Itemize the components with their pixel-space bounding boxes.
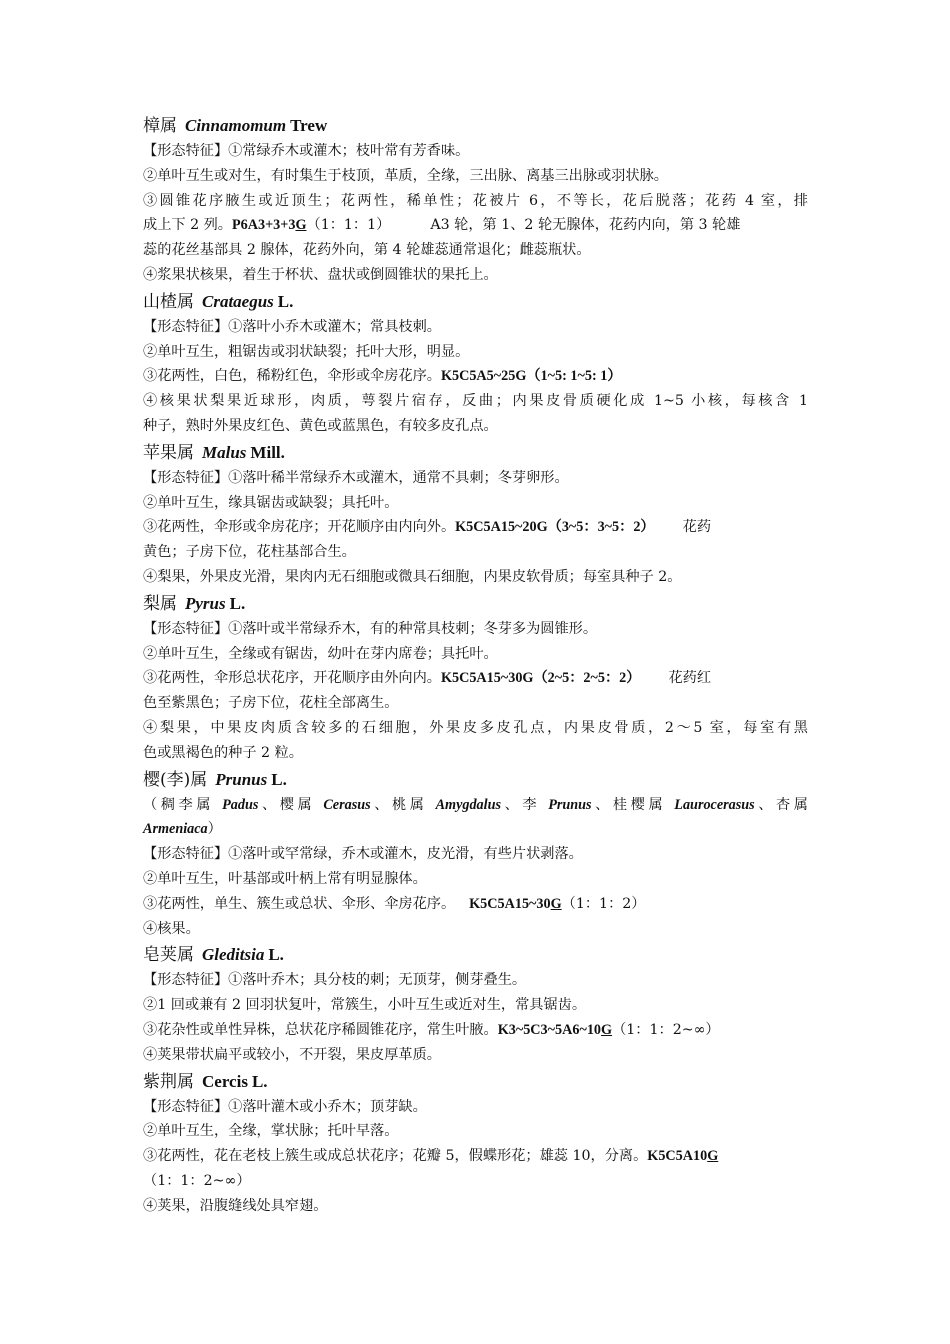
genus-cn-name: 山楂属 bbox=[143, 291, 194, 312]
text-line: ②单叶互生，全缘或有锯齿，幼叶在芽内席卷；具托叶。 bbox=[143, 645, 498, 662]
text-line: ②单叶互生，缘具锯齿或缺裂；具托叶。 bbox=[143, 494, 399, 511]
text-segment: 花药 bbox=[682, 519, 712, 536]
text-line: ③圆锥花序腋生或近顶生；花两性，稀单性；花被片 6，不等长，花后脱落；花药 4 室，排 bbox=[143, 192, 808, 209]
latin-name: Laurocerasus bbox=[674, 796, 755, 813]
text-line: 【形态特征】①落叶小乔木或灌木；常具枝刺。 bbox=[143, 318, 441, 335]
floral-formula-ratio: （1：1：1） bbox=[306, 217, 391, 234]
text-line: 【形态特征】①常绿乔木或灌木；枝叶常有芳香味。 bbox=[143, 143, 470, 159]
text-segment: A3 轮，第 1、2 轮无腺体，花药内向，第 3 轮雄 bbox=[430, 217, 741, 234]
floral-formula: K5C5A15~30G（2~5：2~5：2） bbox=[440, 670, 641, 687]
text-segment: 花药红 bbox=[668, 670, 712, 687]
text-segment: ③花杂性或单性异株，总状花序稀圆锥花序，常生叶腋。 bbox=[143, 1021, 498, 1038]
text-line: ②单叶互生，全缘，掌状脉；托叶早落。 bbox=[143, 1123, 399, 1140]
text-line: 【形态特征】①落叶灌木或小乔木；顶芽缺。 bbox=[143, 1098, 427, 1115]
text-line: 色至紫黑色；子房下位，花柱全部离生。 bbox=[143, 695, 399, 712]
latin-name: Prunus bbox=[548, 796, 592, 813]
text-segment: 成上下 2 列。 bbox=[143, 217, 232, 234]
text-segment: ③花两性，白色，稀粉红色，伞形或伞房花序。 bbox=[143, 368, 441, 385]
text-segment: （稠李属 bbox=[143, 796, 223, 813]
text-line: ④荚果，沿腹缝线处具窄翅。 bbox=[143, 1197, 328, 1214]
text-segment: 、桃属 bbox=[370, 796, 436, 813]
floral-formula-ratio: （1：1：2） bbox=[561, 895, 646, 912]
genus-title-gleditsia bbox=[143, 942, 808, 968]
genus-author: Mill. bbox=[250, 442, 285, 462]
text-line bbox=[143, 892, 808, 917]
text-line: ④核果。 bbox=[143, 920, 200, 937]
genus-latin-name: Malus bbox=[202, 442, 247, 462]
text-line bbox=[143, 1018, 808, 1043]
floral-formula: K5C5A15~20G（3~5：3~5：2） bbox=[455, 519, 655, 536]
text-segment: ③花两性，伞形总状花序，开花顺序由外向内。 bbox=[143, 670, 441, 687]
text-line: 【形态特征】①落叶稀半常绿乔木或灌木，通常不具刺；冬芽卵形。 bbox=[143, 469, 569, 486]
text-line: 【形态特征】①落叶或罕常绿，乔木或灌木，皮光滑，有些片状剥落。 bbox=[143, 846, 583, 863]
text-segment: 、樱属 bbox=[258, 796, 324, 813]
floral-formula-gynoecium: G bbox=[601, 1021, 613, 1038]
text-line: （1：1：2~∞） bbox=[143, 1172, 251, 1189]
text-line: ④核果状梨果近球形，肉质，萼裂片宿存，反曲；内果皮骨质硬化成 1~5 小核，每核含 1 bbox=[143, 393, 808, 410]
floral-formula: K5C5A5~25G（1~5: 1~5: 1） bbox=[440, 368, 622, 385]
floral-formula: K5C5A15~30 bbox=[469, 895, 551, 912]
floral-formula: K5C5A10 bbox=[647, 1148, 708, 1165]
subgenera-line bbox=[143, 793, 808, 818]
genus-title-malus bbox=[143, 440, 808, 466]
text-segment: ③花两性，单生、簇生或总状、伞形、伞房花序。 bbox=[143, 895, 456, 912]
genus-author: L. bbox=[251, 1071, 268, 1091]
floral-formula-gynoecium: G bbox=[707, 1148, 719, 1165]
genus-author: L. bbox=[229, 593, 246, 613]
genus-cn-name: 紫荆属 bbox=[143, 1071, 194, 1092]
genus-latin-name: Crataegus bbox=[202, 291, 274, 311]
genus-cn-name: 梨属 bbox=[143, 593, 177, 614]
latin-name: Armeniaca bbox=[143, 821, 208, 838]
genus-author: Trew bbox=[290, 116, 328, 135]
text-line: ④荚果带状扁平或较小，不开裂，果皮厚革质。 bbox=[143, 1046, 441, 1063]
text-line: ④浆果状核果，着生于杯状、盘状或倒圆锥状的果托上。 bbox=[143, 266, 498, 283]
text-segment: 、李 bbox=[501, 796, 549, 813]
text-line: 【形态特征】①落叶或半常绿乔木，有的种常具枝刺；冬芽多为圆锥形。 bbox=[143, 620, 598, 637]
genus-cn-name: 樟属 bbox=[143, 116, 177, 136]
text-line bbox=[143, 666, 808, 691]
text-line bbox=[143, 515, 808, 540]
genus-latin-name: Prunus bbox=[215, 769, 268, 789]
text-line: 黄色；子房下位，花柱基部合生。 bbox=[143, 544, 356, 561]
text-line: ②1 回或兼有 2 回羽状复叶，常簇生，小叶互生或近对生，常具锯齿。 bbox=[143, 997, 587, 1014]
text-segment: ） bbox=[207, 821, 222, 838]
genus-author: L. bbox=[271, 769, 287, 789]
text-line: 【形态特征】①落叶乔木；具分枝的刺；无顶芽，侧芽叠生。 bbox=[143, 972, 527, 989]
text-line bbox=[143, 1144, 808, 1169]
floral-formula: K3~5C3~5A6~10 bbox=[497, 1021, 602, 1038]
floral-formula-ratio: （1：1：2~∞） bbox=[612, 1021, 720, 1038]
text-segment: 、桂樱属 bbox=[591, 796, 675, 813]
text-line bbox=[143, 213, 808, 238]
floral-formula-gynoecium: G bbox=[550, 895, 562, 912]
text-segment: 、杏属 bbox=[754, 796, 808, 813]
text-line: 种子，熟时外果皮红色、黄色或蓝黑色，有较多皮孔点。 bbox=[143, 417, 498, 434]
genus-cn-name: 樱(李)属 bbox=[143, 769, 208, 790]
text-line: ②单叶互生，粗锯齿或羽状缺裂；托叶大形，明显。 bbox=[143, 343, 470, 360]
genus-title-pyrus bbox=[143, 591, 808, 617]
latin-name: Cerasus bbox=[323, 796, 371, 813]
genus-cn-name: 苹果属 bbox=[143, 442, 194, 463]
genus-author: L. bbox=[268, 945, 284, 965]
genus-title-cinnamomum bbox=[143, 113, 808, 139]
text-line: ②单叶互生，叶基部或叶柄上常有明显腺体。 bbox=[143, 870, 427, 887]
document-page bbox=[143, 112, 808, 1218]
genus-title-cercis bbox=[143, 1069, 808, 1095]
subgenera-line bbox=[143, 817, 808, 842]
genus-latin-name: Cercis bbox=[202, 1071, 248, 1091]
text-line: 蕊的花丝基部具 2 腺体，花药外向，第 4 轮雄蕊通常退化；雌蕊瓶状。 bbox=[143, 242, 591, 259]
text-line: 色或黑褐色的种子 2 粒。 bbox=[143, 744, 303, 761]
floral-formula-gynoecium: G bbox=[295, 217, 307, 234]
text-segment: ③花两性，花在老枝上簇生或成总状花序；花瓣 5，假蝶形花；雄蕊 10，分离。 bbox=[143, 1148, 648, 1165]
genus-latin-name: Cinnamomum bbox=[185, 116, 287, 135]
genus-cn-name: 皂荚属 bbox=[143, 945, 194, 966]
latin-name: Padus bbox=[222, 796, 259, 813]
text-segment: ③花两性，伞形或伞房花序；开花顺序由内向外。 bbox=[143, 519, 456, 536]
genus-title-prunus bbox=[143, 767, 808, 793]
text-line: ④梨果，外果皮光滑，果肉内无石细胞或微具石细胞，内果皮软骨质；每室具种子 2。 bbox=[143, 568, 682, 585]
text-line: ②单叶互生或对生，有时集生于枝顶，革质，全缘，三出脉、离基三出脉或羽状脉。 bbox=[143, 167, 668, 184]
text-line: ④梨果，中果皮肉质含较多的石细胞，外果皮多皮孔点，内果皮骨质，2～5 室，每室有黑 bbox=[143, 719, 808, 736]
genus-title-crataegus bbox=[143, 289, 808, 315]
text-line bbox=[143, 364, 808, 389]
genus-latin-name: Gleditsia bbox=[202, 945, 265, 965]
genus-latin-name: Pyrus bbox=[185, 593, 226, 613]
floral-formula: P6A3+3+3 bbox=[231, 217, 296, 234]
latin-name: Amygdalus bbox=[435, 796, 502, 813]
genus-author: L. bbox=[277, 291, 294, 311]
